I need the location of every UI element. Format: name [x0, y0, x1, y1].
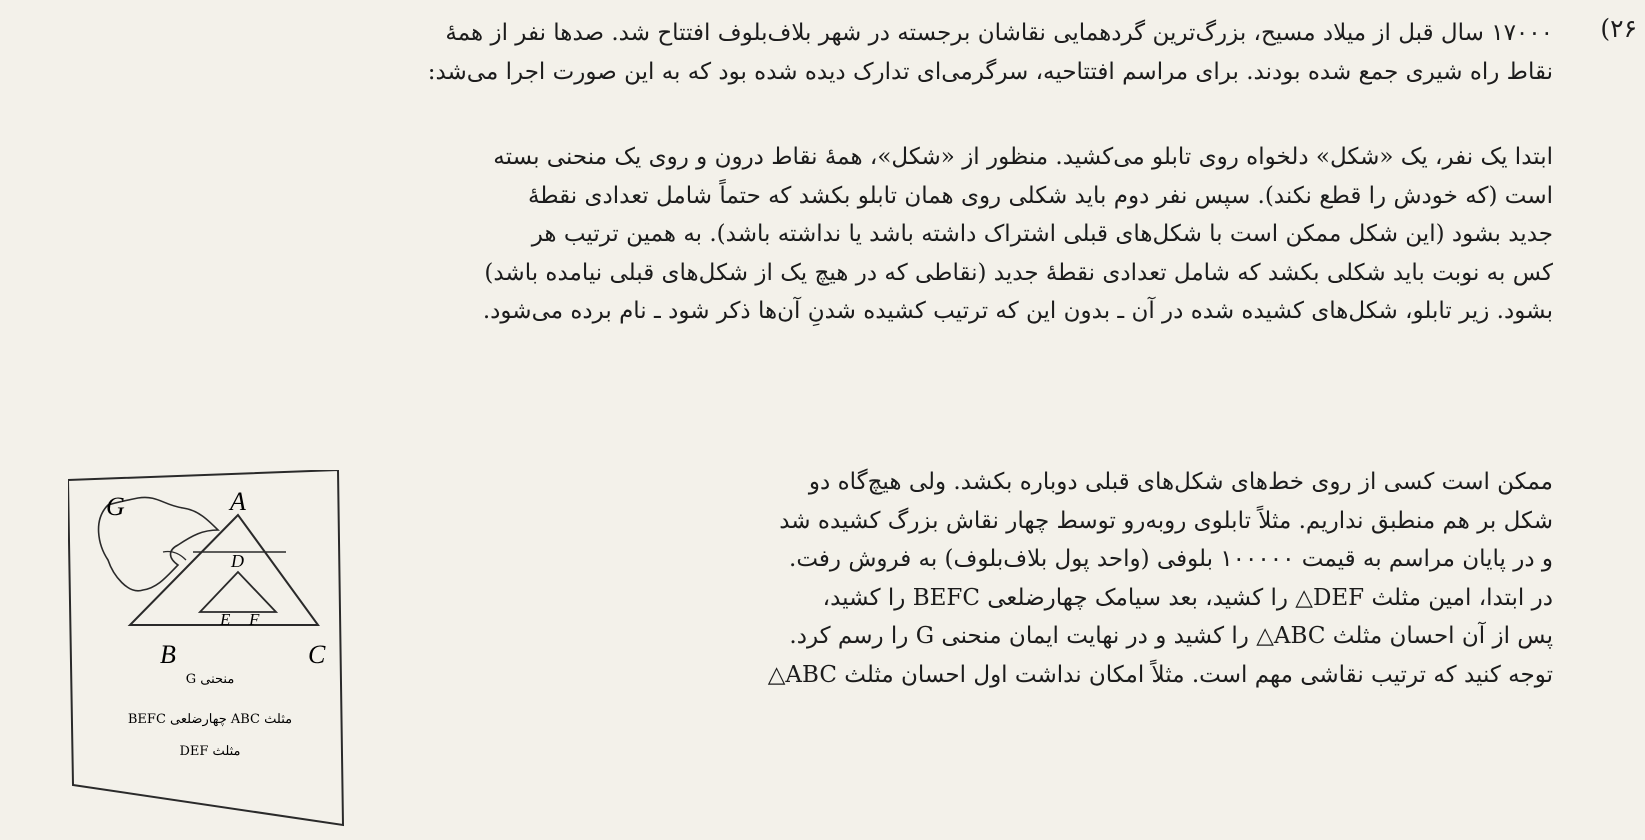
triangle-abc — [130, 515, 318, 625]
problem-number: ۲۶) — [1600, 14, 1637, 43]
text-line: است (که خودش را قطع نکند). سپس نفر دوم باید شکلی روی همان تابلو بکشد که حتماً شامل تعدادی نقطهٔ — [527, 182, 1553, 209]
text-line: توجه کنید که ترتیب نقاشی مهم است. مثلاً امکان نداشت اول احسان مثلث ABC△ — [767, 661, 1553, 688]
text-line: و در پایان مراسم به قیمت ۱۰۰۰۰۰ بلوفی (واحد پول بلاف‌بلوف) به فروش رفت. — [789, 546, 1553, 572]
caption-triangle-def: مثلث DEF — [179, 744, 241, 759]
text-line: ۱۷۰۰۰ سال قبل از میلاد مسیح، بزرگ‌ترین گردهمایی نقاشان برجسته در شهر بلاف‌بلوف افتتاح شد. صدها نفر از همهٔ — [445, 20, 1553, 46]
example-paragraph — [383, 463, 1553, 694]
board-frame — [68, 470, 343, 825]
caption-curve: منحنی G — [185, 672, 235, 687]
text-line: نقاط راه شیری جمع شده بودند. برای مراسم افتتاحیه، سرگرمی‌ای تدارک دیده شده بود که به این صورت اجرا می‌شد: — [427, 58, 1553, 85]
rules-paragraph — [18, 138, 1553, 331]
painting-figure — [68, 470, 363, 835]
label-e: E — [220, 610, 231, 629]
text-line: پس از آن احسان مثلث ABC△ را کشید و در نهایت ایمان منحنی G را رسم کرد. — [789, 623, 1553, 649]
painting-board — [68, 470, 363, 835]
text-line: بشود. زیر تابلو، شکل‌های کشیده شده در آن ـ بدون این که ترتیب کشیده شدنِ آن‌ها ذکر شود ـ نام برده می‌شود. — [482, 298, 1553, 324]
label-a: A — [230, 487, 246, 516]
text-line: جدید بشود (این شکل ممکن است با شکل‌های قبلی اشتراک داشته باشد یا نداشته باشد). به همین ترتیب هر — [531, 221, 1553, 247]
label-b: B — [160, 640, 176, 669]
label-g: G — [106, 492, 125, 521]
label-f: F — [249, 610, 260, 629]
intro-paragraph — [18, 14, 1553, 91]
curve-g-notch — [163, 551, 186, 560]
label-c: C — [308, 640, 326, 669]
text-line: در ابتدا، امین مثلث DEF△ را کشید، بعد سیامک چهارضلعی BEFC را کشید، — [822, 584, 1553, 611]
caption-triangle-quad: مثلث ABC چهارضلعی BEFC — [127, 712, 293, 727]
text-line: شکل بر هم منطبق نداریم. مثلاً تابلوی روبه‌رو توسط چهار نقاش بزرگ کشیده شد — [779, 507, 1553, 534]
triangle-def — [200, 572, 276, 612]
text-line: ابتدا یک نفر، یک «شکل» دلخواه روی تابلو می‌کشید. منظور از «شکل»، همهٔ نقاط درون و روی یک منحنی بسته — [493, 144, 1553, 170]
label-d: D — [231, 551, 244, 571]
text-line: کس به نوبت باید شکلی بکشد که شامل تعدادی نقطهٔ جدید (نقاطی که در هیچ یک از شکل‌های قبلی نیامده باشد) — [484, 259, 1553, 286]
text-line: ممکن است کسی از روی خط‌های شکل‌های قبلی دوباره بکشد. ولی هیچ‌گاه دو — [808, 469, 1553, 495]
